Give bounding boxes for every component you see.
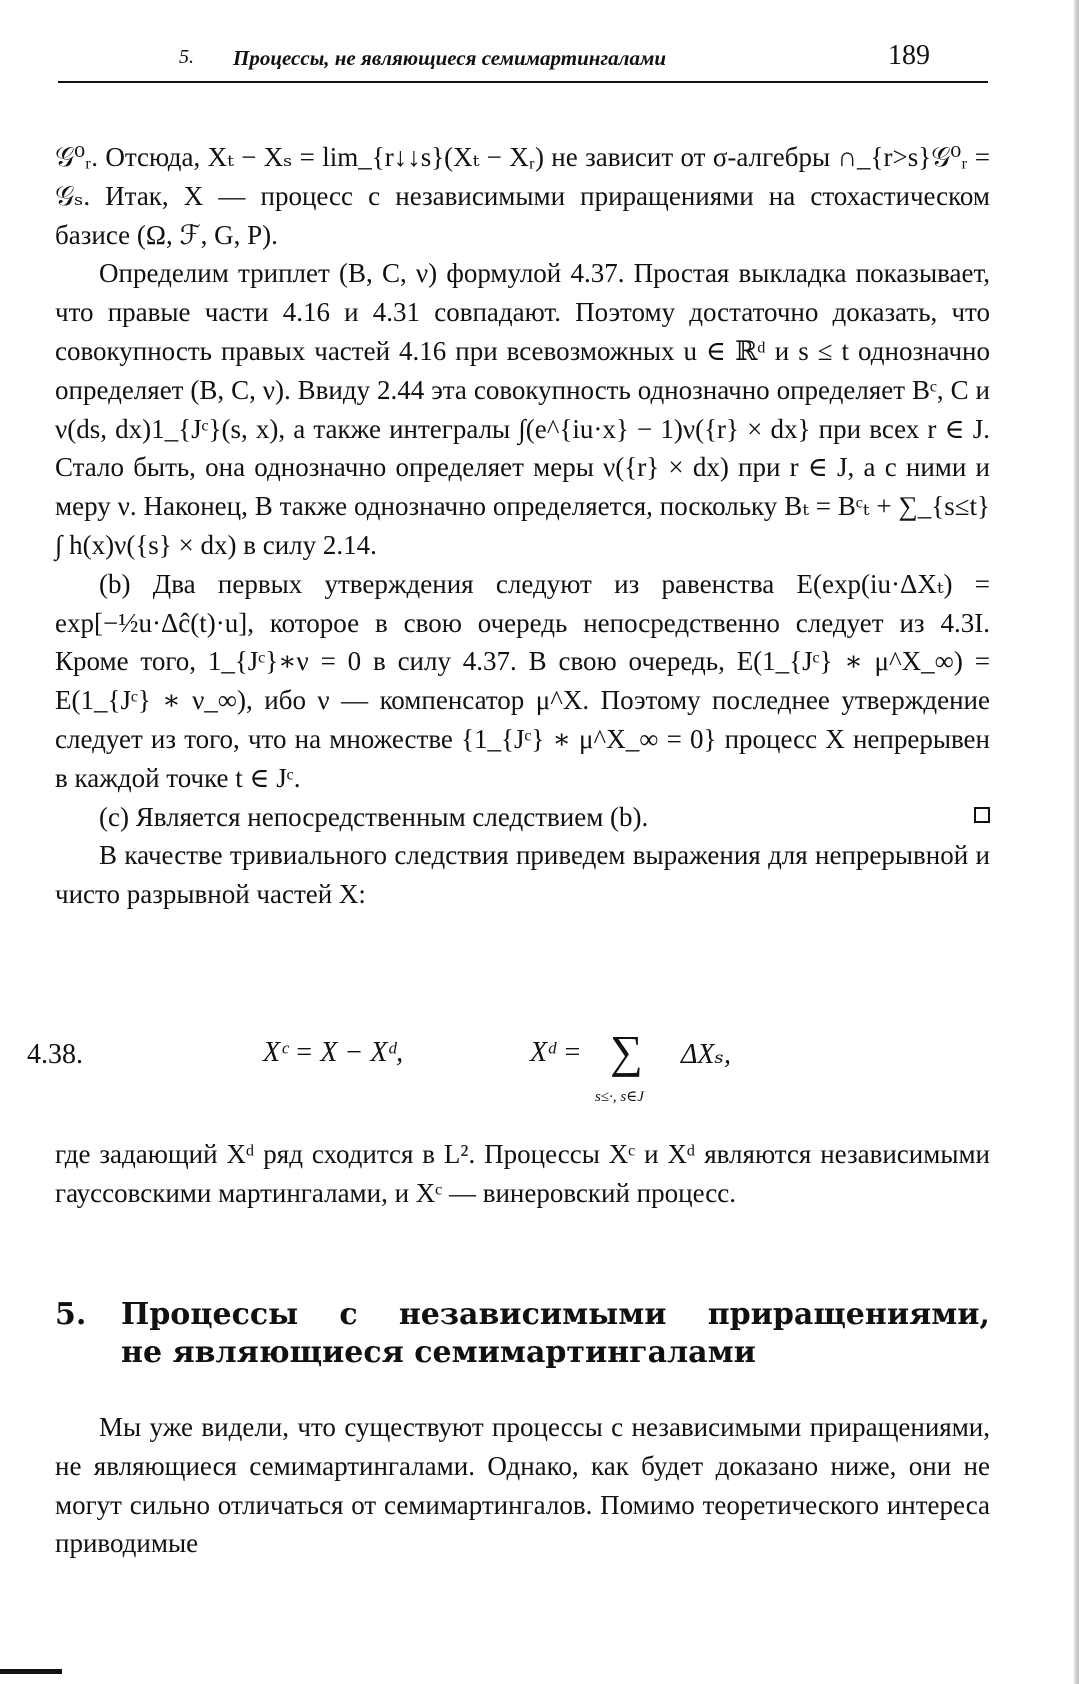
section-number: 5. <box>55 1297 87 1332</box>
paragraph: 𝒢⁰ᵣ. Отсюда, Xₜ − Xₛ = lim_{r↓↓s}(Xₜ − Xᵣ) не зависит от σ-алгебры ∩_{r>s}𝒢⁰ᵣ = 𝒢ₛ. Итак, X — процесс с независимыми приращениями на стохастическом базисе (Ω, ℱ, G, P). <box>55 142 990 250</box>
section-title-line: Процессы с независимыми приращениями, <box>121 1297 990 1332</box>
section-title-line: не являющиеся семимартингалами <box>121 1335 756 1370</box>
paragraph: В качестве тривиального следствия приведем выражения для непрерывной и чисто разрывной частей X: <box>55 840 990 910</box>
paragraph: Мы уже видели, что существуют процессы с независимыми приращениями, не являющиеся семимартингалами. Однако, как будет доказано ниже, они не могут сильно отличаться от семимартингалов. Помимо теоретического интереса приводимые <box>55 1412 990 1559</box>
equation-label: 4.38. <box>27 1039 83 1070</box>
running-header <box>55 40 988 74</box>
equation-part: Xᵈ = <box>530 1037 582 1068</box>
header-rule <box>58 81 988 83</box>
paragraph: где задающий Xᵈ ряд сходится в L². Процессы Xᶜ и Xᵈ являются независимыми гауссовскими мартингалами, и Xᶜ — винеровский процесс. <box>55 1139 990 1208</box>
paragraph: Определим триплет (B, C, ν) формулой 4.37. Простая выкладка показывает, что правые части 4.16 и 4.31 совпадают. Поэтому достаточно доказать, что совокупность правых частей 4.16 при всевозможных u ∈ ℝᵈ и s ≤ t однозначно определяет (B, C, ν). Ввиду 2.44 эта совокупность однозначно определяет Bᶜ, C и ν(ds, dx)1_{Jᶜ}(s, x), а также интегралы ∫(e^{iu·x} − 1)ν({r} × dx} при всех r ∈ J. Стало быть, она однозначно определяет меры ν({r} × dx) при r ∈ J, а с ними и меру ν. Наконец, B также однозначно определяется, поскольку Bₜ = Bᶜₜ + ∑_{s≤t} ∫ h(x)ν({s} × dx) в силу 2.14. <box>55 258 990 560</box>
main-text <box>55 138 990 914</box>
page-edge-shadow <box>1073 0 1079 1684</box>
paragraph: (b) Два первых утверждения следуют из равенства E(exp(iu·ΔXₜ) = exp[−½u·Δĉ(t)·u], которое в свою очередь непосредственно следует из 4.3I. Кроме того, 1_{Jᶜ}∗ν = 0 в силу 4.37. В свою очередь, E(1_{Jᶜ} ∗ μ^X_∞) = E(1_{Jᶜ} ∗ ν_∞), ибо ν — компенсатор μ^X. Поэтому последнее утверждение следует из того, что на множестве {1_{Jᶜ} ∗ μ^X_∞ = 0} процесс X непрерывен в каждой точке t ∈ Jᶜ. <box>55 568 990 793</box>
equation-part: ΔXₛ, <box>681 1039 731 1070</box>
paragraph: (c) Является непосредственным следствием (b). <box>99 801 649 832</box>
equation-part: Xᶜ = X − Xᵈ, <box>263 1037 404 1068</box>
header-section-number: 5. <box>179 46 194 68</box>
header-section-title: Процессы, не являющиеся семимартингалами <box>233 46 667 70</box>
sum-symbol: ∑ <box>610 1026 643 1077</box>
equation-4-38 <box>25 1025 975 1115</box>
scan-corner-mark <box>0 1669 62 1674</box>
qed-line <box>55 798 990 837</box>
qed-icon <box>974 807 990 823</box>
page-number: 189 <box>888 40 930 71</box>
sum-subscript: s≤·, s∈J <box>595 1089 644 1105</box>
